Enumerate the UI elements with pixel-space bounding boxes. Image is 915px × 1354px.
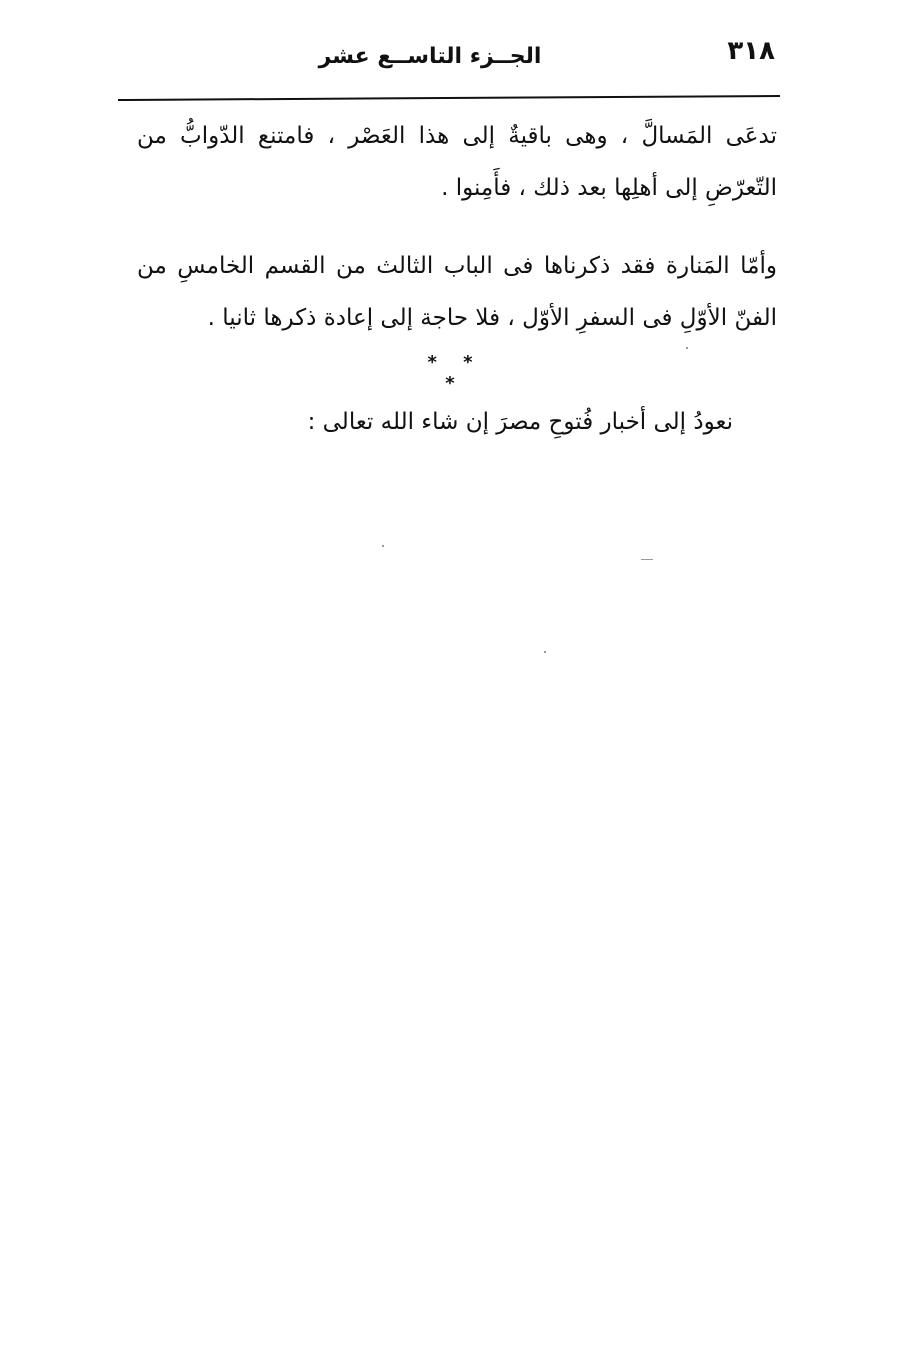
scan-speck	[544, 651, 546, 653]
paragraph-2: وأمّا المَنارة فقد ذكرناها فى الباب الثالث من القسم الخامسِ من الفنّ الأوّلِ فى السفرِ الأوّل ، فلا حاجة إلى إعادة ذكرها ثانيا .	[137, 253, 777, 331]
running-header: الجــزء التاســع عشر	[318, 44, 542, 69]
section-separator: * * *	[427, 352, 483, 394]
header-rule	[118, 95, 780, 101]
scan-speck	[641, 559, 653, 560]
paragraph-1: تدعَى المَسالَّ ، وهى باقيةٌ إلى هذا العَصْر ، فامتنع الدّوابُّ من التّعرّضِ إلى أهلِها بعد ذلك ، فأَمِنوا .	[137, 123, 777, 201]
scan-speck	[382, 545, 384, 547]
paragraph-3: نعودُ إلى أخبار فُتوحِ مصرَ إن شاء الله تعالى :	[307, 409, 733, 435]
scan-speck	[686, 347, 688, 349]
page-number: ٣١٨	[727, 36, 775, 66]
